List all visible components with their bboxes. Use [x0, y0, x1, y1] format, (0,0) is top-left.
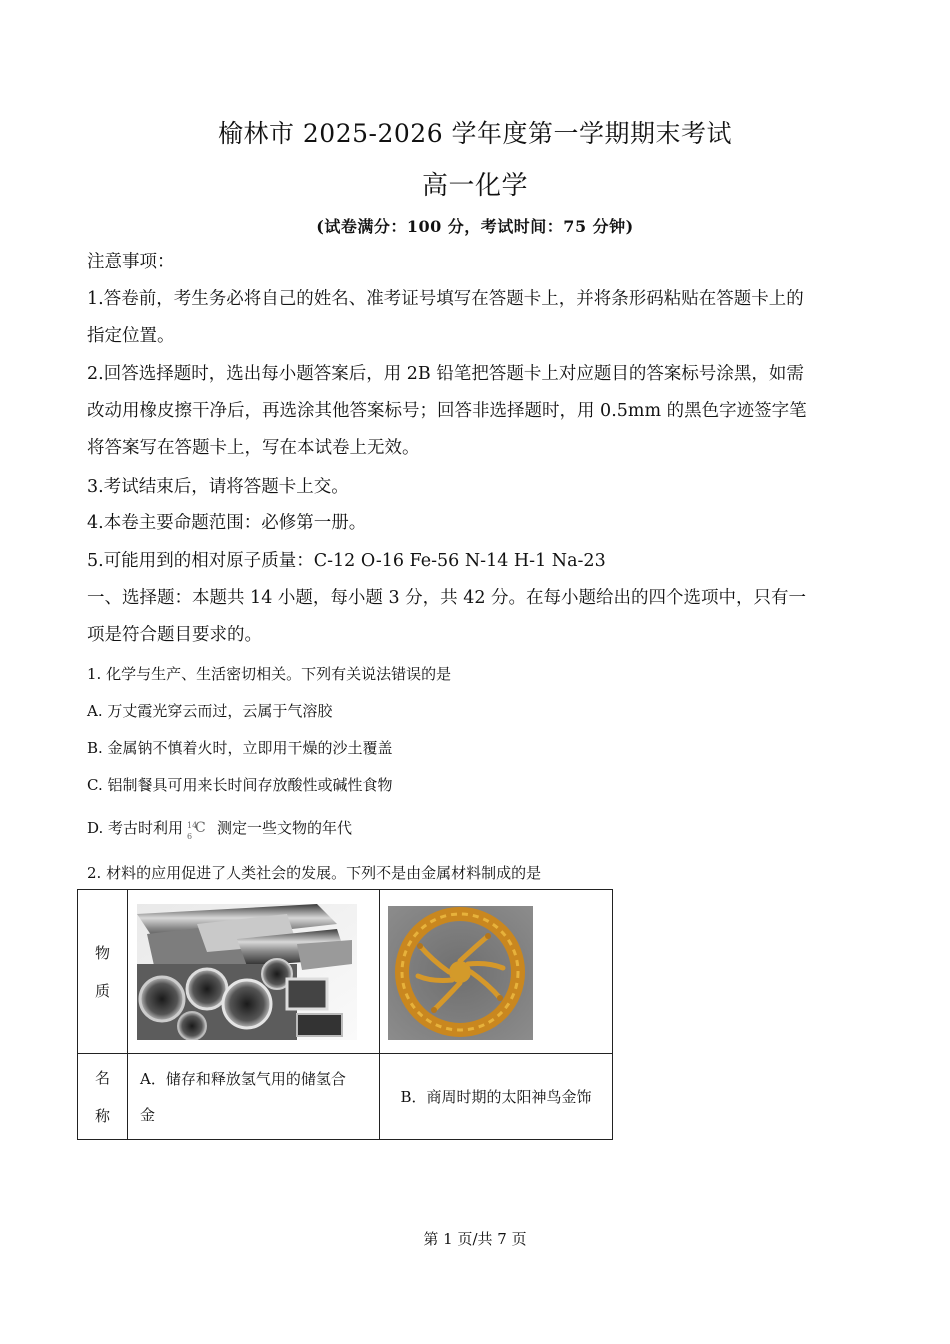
option-a-line-2: 金	[140, 1105, 156, 1124]
question-1-stem: 1. 化学与生产、生活密切相关。下列有关说法错误的是	[87, 665, 452, 683]
exam-info: (试卷满分：100 分，考试时间：75 分钟)	[316, 217, 634, 236]
question-1-option-b: B. 金属钠不慎着火时，立即用干燥的沙土覆盖	[87, 739, 393, 757]
exam-title: 榆林市 2025-2026 学年度第一学期期末考试	[217, 119, 733, 148]
notice-heading: 注意事项：	[87, 252, 175, 272]
question-2-stem: 2. 材料的应用促进了人类社会的发展。下列不是由金属材料制成的是	[87, 864, 542, 882]
image-cell-b	[380, 890, 613, 1054]
notice-item-2-line-2: 改动用橡皮擦干净后，再选涂其他答案标号；回答非选择题时，用 0.5mm 的黑色字迹签字笔	[87, 401, 807, 421]
page-footer: 第 1 页/共 7 页	[423, 1230, 527, 1248]
option-d-text-before: D. 考古时利用	[87, 819, 184, 837]
carbon-14-isotope	[187, 817, 211, 841]
isotope-atomic-number: 6	[187, 832, 193, 841]
isotope-mass-number: 14	[187, 821, 198, 830]
row-label-substance: 物 质	[78, 890, 128, 1054]
notice-item-5: 5.可能用到的相对原子质量：C-12 O-16 Fe-56 N-14 H-1 Na-23	[87, 551, 606, 571]
row-label-name: 名 称	[78, 1054, 128, 1140]
image-cell-a	[128, 890, 380, 1054]
metal-tubes-image	[137, 904, 357, 1040]
notice-item-1-line-1: 1.答卷前，考生务必将自己的姓名、准考证号填写在答题卡上，并将条形码粘贴在答题卡上的	[87, 289, 804, 309]
section-1-line-2: 项是符合题目要求的。	[87, 625, 262, 645]
notice-item-4: 4.本卷主要命题范围：必修第一册。	[87, 513, 367, 533]
option-a-cell	[128, 1054, 380, 1140]
subject-title: 高一化学	[421, 171, 528, 201]
option-d-text-after: 测定一些文物的年代	[217, 819, 353, 837]
option-b-text: B．商周时期的太阳神鸟金饰	[400, 1088, 592, 1106]
question-1-option-a: A. 万丈霞光穿云而过，云属于气溶胶	[87, 702, 333, 720]
question-1-option-d	[87, 817, 887, 839]
isotope-symbol: C	[195, 820, 206, 836]
materials-table	[77, 889, 613, 1140]
notice-item-2-line-3: 将答案写在答题卡上，写在本试卷上无效。	[87, 438, 420, 458]
notice-item-1-line-2: 指定位置。	[87, 326, 175, 346]
option-a-line-1: A．储存和释放氢气用的储氢合	[140, 1069, 346, 1088]
option-b-cell	[380, 1054, 613, 1140]
notice-item-2-line-1: 2.回答选择题时，选出每小题答案后，用 2B 铅笔把答题卡上对应题目的答案标号涂黑，如需	[87, 364, 804, 384]
notice-item-3: 3.考试结束后，请将答题卡上交。	[87, 477, 349, 497]
sun-bird-gold-ornament-image	[388, 906, 533, 1040]
section-1-line-1: 一、选择题：本题共 14 小题，每小题 3 分，共 42 分。在每小题给出的四个选项中，只有一	[87, 588, 807, 608]
question-1-option-c: C. 铝制餐具可用来长时间存放酸性或碱性食物	[87, 776, 393, 794]
